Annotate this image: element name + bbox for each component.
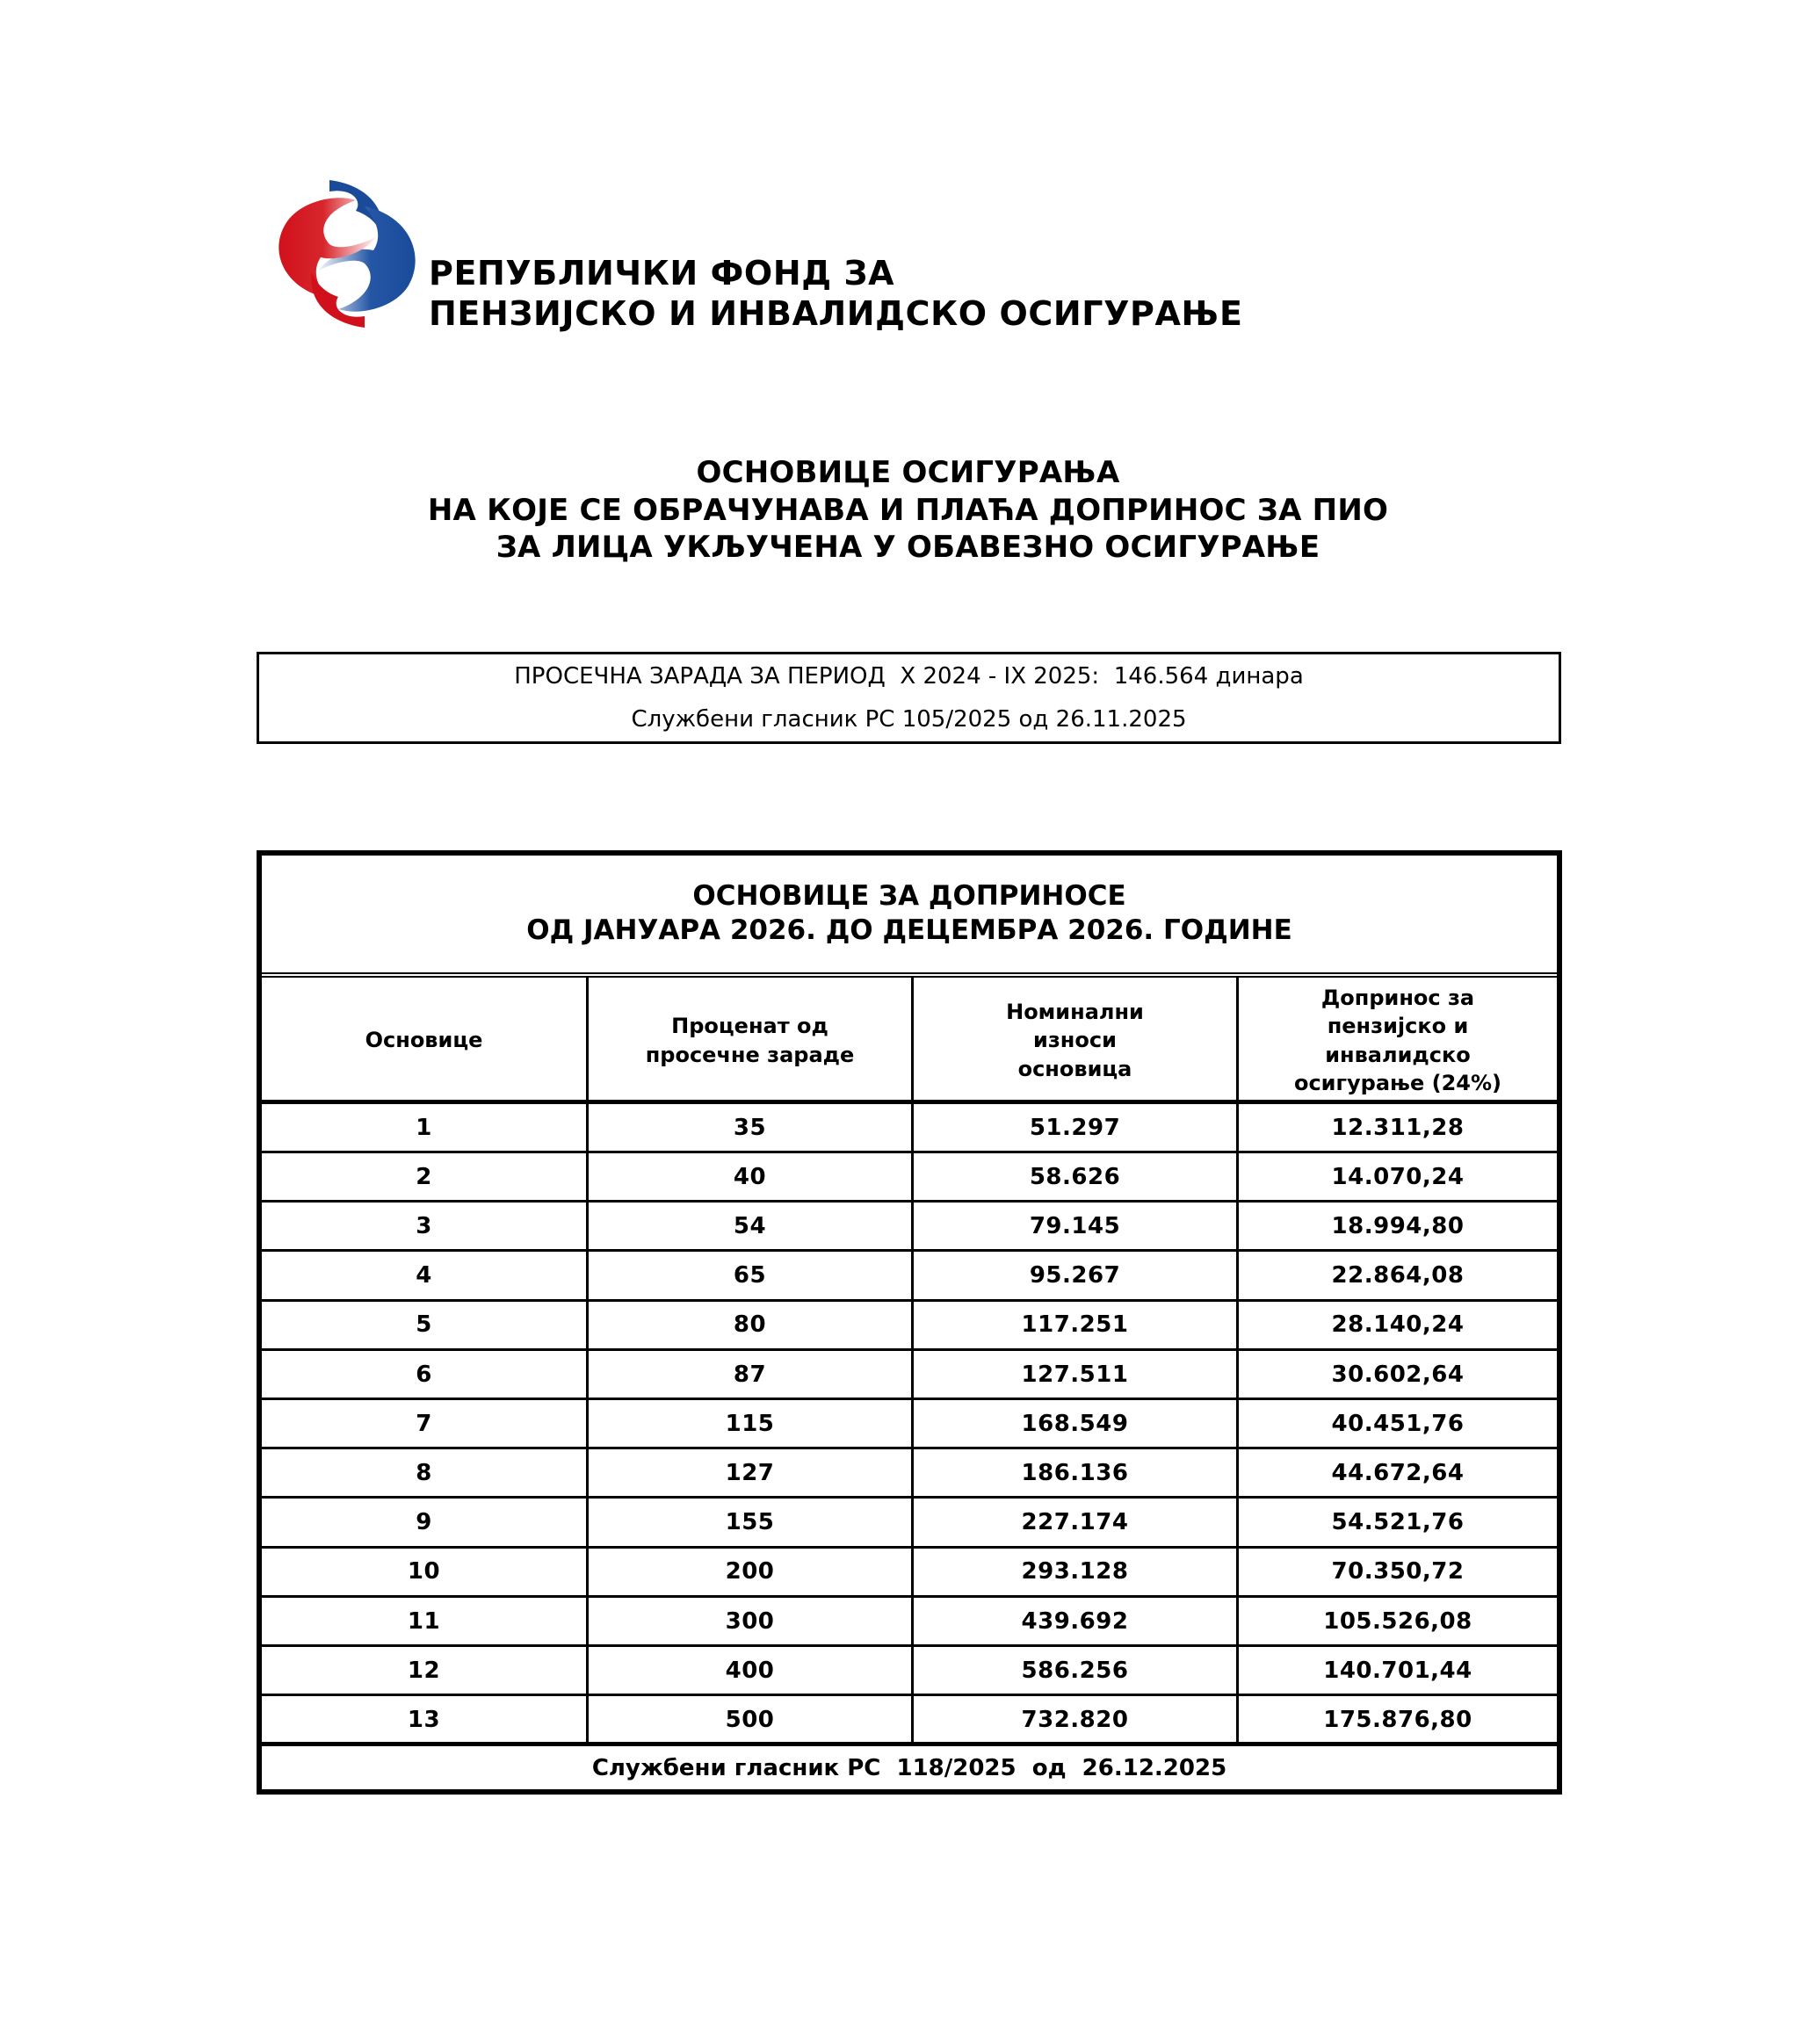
table-row xyxy=(262,1696,1557,1745)
table-header-row xyxy=(262,978,1557,1103)
cell-percentage: 155 xyxy=(725,1509,775,1536)
table-row xyxy=(262,1203,1557,1252)
page-title xyxy=(0,454,1816,567)
cell-nominal-amount: 168.549 xyxy=(1021,1410,1129,1437)
cell-base-number: 8 xyxy=(416,1459,432,1486)
table-row xyxy=(262,1449,1557,1499)
cell-base-number: 13 xyxy=(407,1706,441,1733)
cell-percentage: 400 xyxy=(725,1657,775,1684)
cell-nominal-amount: 439.692 xyxy=(1021,1607,1129,1635)
cell-nominal-amount: 732.820 xyxy=(1021,1706,1129,1733)
cell-base-number: 3 xyxy=(416,1212,432,1239)
gazette-reference-text: Службени гласник РС 105/2025 од 26.11.2025 xyxy=(631,706,1187,733)
column-header-contribution: Допринос за пензијско и инвалидско осигурање (24%) xyxy=(1293,985,1502,1095)
table-footer-gazette-reference: Службени гласник РС 118/2025 од 26.12.2025 xyxy=(591,1754,1227,1781)
cell-contribution: 105.526,08 xyxy=(1323,1607,1472,1635)
cell-contribution: 30.602,64 xyxy=(1331,1361,1465,1388)
table-row xyxy=(262,1499,1557,1549)
cell-contribution: 18.994,80 xyxy=(1331,1212,1465,1239)
average-salary-text: ПРОСЕЧНА ЗАРАДА ЗА ПЕРИОД X 2024 - IX 2025: 146.564 динара xyxy=(514,663,1304,690)
cell-base-number: 9 xyxy=(416,1509,432,1536)
cell-percentage: 54 xyxy=(733,1212,767,1239)
cell-contribution: 175.876,80 xyxy=(1323,1706,1472,1733)
cell-base-number: 2 xyxy=(416,1163,432,1190)
average-salary-info-box xyxy=(257,652,1561,744)
cell-percentage: 200 xyxy=(725,1558,775,1585)
table-title xyxy=(262,856,1557,972)
cell-nominal-amount: 227.174 xyxy=(1021,1509,1129,1536)
table-row xyxy=(262,1253,1557,1302)
cell-nominal-amount: 127.511 xyxy=(1021,1361,1129,1388)
cell-base-number: 4 xyxy=(416,1262,432,1289)
cell-nominal-amount: 293.128 xyxy=(1021,1558,1129,1585)
column-header-percentage: Проценат од просечне зараде xyxy=(645,1014,855,1067)
contribution-bases-table xyxy=(257,850,1562,1795)
cell-percentage: 40 xyxy=(733,1163,767,1190)
cell-percentage: 87 xyxy=(733,1361,767,1388)
cell-nominal-amount: 95.267 xyxy=(1029,1262,1121,1289)
cell-base-number: 6 xyxy=(416,1361,432,1388)
cell-nominal-amount: 58.626 xyxy=(1029,1163,1121,1190)
cell-base-number: 11 xyxy=(407,1607,441,1635)
organization-name-line-2: ПЕНЗИЈСКО И ИНВАЛИДСКО ОСИГУРАЊЕ xyxy=(429,294,1243,333)
cell-nominal-amount: 586.256 xyxy=(1021,1657,1129,1684)
table-row xyxy=(262,1400,1557,1449)
cell-percentage: 115 xyxy=(725,1410,775,1437)
page-title-line-3: ЗА ЛИЦА УКЉУЧЕНА У ОБАВЕЗНО ОСИГУРАЊЕ xyxy=(496,530,1320,565)
cell-nominal-amount: 186.136 xyxy=(1021,1459,1129,1486)
cell-base-number: 7 xyxy=(416,1410,432,1437)
table-row xyxy=(262,1647,1557,1696)
column-header-bases: Основице xyxy=(365,1028,483,1053)
cell-contribution: 14.070,24 xyxy=(1331,1163,1465,1190)
table-title-line-2: ОД ЈАНУАРА 2026. ДО ДЕЦЕМБРА 2026. ГОДИНЕ xyxy=(526,914,1292,946)
organization-name-line-1: РЕПУБЛИЧКИ ФОНД ЗА xyxy=(429,254,895,293)
page-title-line-2: НА КОЈЕ СЕ ОБРАЧУНАВА И ПЛАЋА ДОПРИНОС ЗА ПИО xyxy=(427,492,1389,528)
cell-percentage: 35 xyxy=(733,1114,767,1141)
cell-contribution: 44.672,64 xyxy=(1331,1459,1465,1486)
cell-contribution: 70.350,72 xyxy=(1331,1558,1465,1585)
table-row xyxy=(262,1598,1557,1647)
cell-contribution: 12.311,28 xyxy=(1331,1114,1465,1141)
organization-name xyxy=(429,253,1243,334)
cell-base-number: 5 xyxy=(416,1311,432,1339)
table-row xyxy=(262,1351,1557,1400)
cell-contribution: 40.451,76 xyxy=(1331,1410,1465,1437)
table-row xyxy=(262,1549,1557,1598)
cell-nominal-amount: 51.297 xyxy=(1029,1114,1121,1141)
cell-percentage: 300 xyxy=(725,1607,775,1635)
table-row xyxy=(262,1153,1557,1203)
table-title-line-1: ОСНОВИЦЕ ЗА ДОПРИНОСЕ xyxy=(692,880,1126,912)
page-title-line-1: ОСНОВИЦЕ ОСИГУРАЊА xyxy=(696,455,1120,490)
cell-base-number: 10 xyxy=(407,1558,441,1585)
cell-percentage: 65 xyxy=(733,1262,767,1289)
cell-percentage: 500 xyxy=(725,1706,775,1733)
cell-base-number: 12 xyxy=(407,1657,441,1684)
cell-nominal-amount: 117.251 xyxy=(1021,1311,1129,1339)
cell-base-number: 1 xyxy=(416,1114,432,1141)
table-row xyxy=(262,1104,1557,1153)
cell-percentage: 80 xyxy=(733,1311,767,1339)
table-row xyxy=(262,1302,1557,1351)
cell-nominal-amount: 79.145 xyxy=(1029,1212,1121,1239)
rfpio-logo-icon xyxy=(268,176,426,332)
cell-contribution: 140.701,44 xyxy=(1323,1657,1472,1684)
cell-percentage: 127 xyxy=(725,1459,775,1486)
cell-contribution: 54.521,76 xyxy=(1331,1509,1465,1536)
column-header-nominal-amounts: Номинални износи основица xyxy=(1006,999,1144,1081)
cell-contribution: 22.864,08 xyxy=(1331,1262,1465,1289)
cell-contribution: 28.140,24 xyxy=(1331,1311,1465,1339)
